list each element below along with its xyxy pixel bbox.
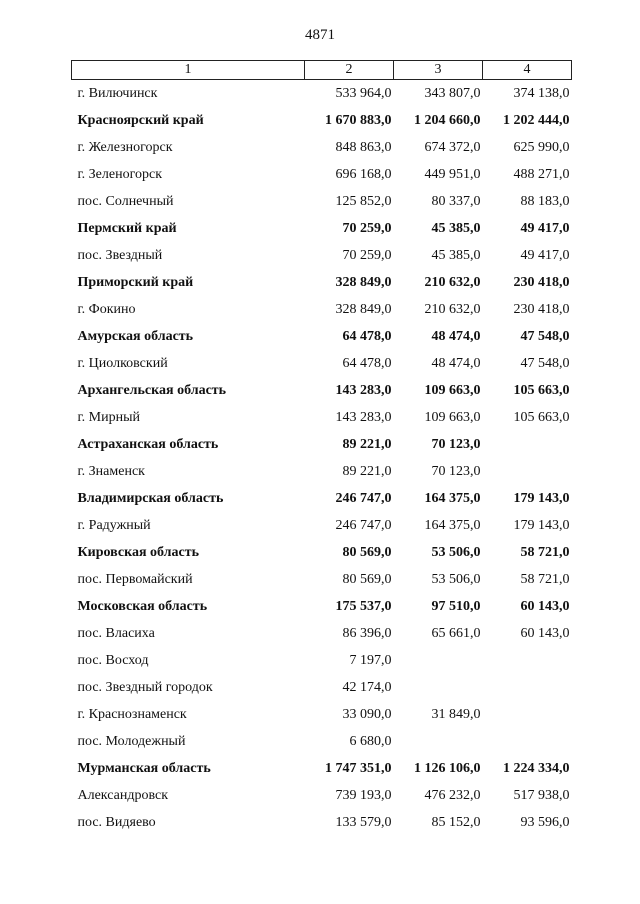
row-name-cell: пос. Солнечный: [77, 193, 174, 209]
row-value-col3: 85 152,0: [431, 814, 481, 830]
row-value-col3: 109 663,0: [424, 409, 481, 425]
row-value-col2: 133 579,0: [335, 814, 392, 830]
row-value-col4: 88 183,0: [520, 193, 570, 209]
row-value-col3: 53 506,0: [431, 571, 481, 587]
row-value-col3: 674 372,0: [424, 139, 481, 155]
row-value-col2: 86 396,0: [342, 625, 392, 641]
row-value-col2: 64 478,0: [342, 355, 392, 371]
row-name-cell: Красноярский край: [77, 112, 204, 128]
settlement-row: [72, 701, 572, 728]
row-name-cell: Мурманская область: [77, 760, 211, 776]
row-value-col4: 60 143,0: [520, 625, 570, 641]
row-value-col3: 109 663,0: [424, 382, 481, 398]
row-name-cell: г. Мирный: [77, 409, 140, 425]
row-value-col3: 449 951,0: [424, 166, 481, 182]
row-value-col3: 164 375,0: [424, 490, 481, 506]
row-value-col2: 739 193,0: [335, 787, 392, 803]
row-value-col4: [483, 701, 572, 728]
settlement-row: [72, 566, 572, 593]
row-name-cell: Владимирская область: [77, 490, 224, 506]
row-value-col4: 58 721,0: [520, 571, 570, 587]
row-value-col3: 476 232,0: [424, 787, 481, 803]
budget-table: [71, 60, 572, 836]
row-value-col2: 1 670 883,0: [325, 112, 392, 128]
row-value-col4: 488 271,0: [513, 166, 570, 182]
settlement-row: [72, 350, 572, 377]
row-value-col4: [483, 728, 572, 755]
row-value-col4: 517 938,0: [513, 787, 570, 803]
row-value-col2: 80 569,0: [342, 571, 392, 587]
row-name-cell: пос. Первомайский: [77, 571, 193, 587]
row-name-cell: пос. Власиха: [77, 625, 155, 641]
row-name-cell: пос. Звездный: [77, 247, 163, 263]
row-value-col2: 328 849,0: [335, 274, 392, 290]
row-value-col4: 374 138,0: [513, 85, 570, 101]
row-value-col3: 65 661,0: [431, 625, 481, 641]
settlement-row: [72, 80, 572, 108]
row-value-col2: 33 090,0: [342, 706, 392, 722]
row-value-col3: 48 474,0: [431, 328, 481, 344]
row-value-col4: 58 721,0: [520, 544, 570, 560]
page-number: 4871: [305, 27, 335, 43]
column-header-3: 3: [394, 61, 483, 80]
row-value-col3: [394, 728, 483, 755]
row-value-col3: 97 510,0: [431, 598, 481, 614]
row-name-cell: Архангельская область: [77, 382, 227, 398]
row-value-col2: 7 197,0: [349, 652, 392, 668]
settlement-row: [72, 161, 572, 188]
row-value-col4: 47 548,0: [520, 328, 570, 344]
table-body: [72, 80, 572, 837]
region-row: [72, 107, 572, 134]
row-value-col4: 49 417,0: [520, 220, 570, 236]
row-name-cell: пос. Звездный городок: [77, 679, 213, 695]
row-value-col2: 848 863,0: [335, 139, 392, 155]
settlement-row: [72, 134, 572, 161]
row-name-cell: пос. Восход: [77, 652, 149, 668]
row-value-col3: 53 506,0: [431, 544, 481, 560]
row-value-col4: 625 990,0: [513, 139, 570, 155]
settlement-row: [72, 296, 572, 323]
row-name-cell: г. Зеленогорск: [77, 166, 162, 182]
row-name-cell: г. Циолковский: [77, 355, 168, 371]
region-row: [72, 323, 572, 350]
row-name-cell: г. Радужный: [77, 517, 151, 533]
row-value-col2: 89 221,0: [342, 463, 392, 479]
column-header-1: 1: [72, 61, 305, 80]
row-value-col2: 125 852,0: [335, 193, 392, 209]
settlement-row: [72, 404, 572, 431]
settlement-row: [72, 458, 572, 485]
row-value-col3: 210 632,0: [424, 301, 481, 317]
row-value-col3: 1 204 660,0: [414, 112, 481, 128]
region-row: [72, 377, 572, 404]
row-value-col3: 80 337,0: [431, 193, 481, 209]
settlement-row: [72, 188, 572, 215]
settlement-row: [72, 242, 572, 269]
row-value-col4: 1 224 334,0: [503, 760, 570, 776]
row-name-cell: г. Фокино: [77, 301, 136, 317]
row-name-cell: пос. Видяево: [77, 814, 156, 830]
row-value-col3: 70 123,0: [431, 463, 481, 479]
row-value-col2: 246 747,0: [335, 517, 392, 533]
row-value-col2: 533 964,0: [335, 85, 392, 101]
row-value-col4: 105 663,0: [513, 382, 570, 398]
row-value-col4: [483, 431, 572, 458]
row-value-col4: 105 663,0: [513, 409, 570, 425]
settlement-row: [72, 782, 572, 809]
column-header-2: 2: [305, 61, 394, 80]
row-value-col2: 175 537,0: [335, 598, 392, 614]
row-value-col4: 93 596,0: [520, 814, 570, 830]
table-header: [72, 61, 572, 80]
row-value-col3: 48 474,0: [431, 355, 481, 371]
region-row: [72, 431, 572, 458]
row-name-cell: Московская область: [77, 598, 208, 614]
settlement-row: [72, 647, 572, 674]
row-value-col2: 143 283,0: [335, 409, 392, 425]
region-row: [72, 593, 572, 620]
row-name-cell: Александровск: [77, 787, 169, 803]
row-value-col2: 696 168,0: [335, 166, 392, 182]
row-value-col2: 64 478,0: [342, 328, 392, 344]
row-value-col4: [483, 647, 572, 674]
row-name-cell: Амурская область: [77, 328, 194, 344]
region-row: [72, 539, 572, 566]
settlement-row: [72, 620, 572, 647]
row-value-col3: 31 849,0: [431, 706, 481, 722]
row-name-cell: г. Железногорск: [77, 139, 173, 155]
settlement-row: [72, 809, 572, 836]
row-value-col2: 1 747 351,0: [325, 760, 392, 776]
row-name-cell: г. Знаменск: [77, 463, 145, 479]
row-value-col4: 179 143,0: [513, 490, 570, 506]
row-value-col4: [483, 458, 572, 485]
row-name-cell: Приморский край: [77, 274, 194, 290]
row-value-col3: [394, 647, 483, 674]
row-value-col3: [394, 674, 483, 701]
row-value-col4: 49 417,0: [520, 247, 570, 263]
row-value-col4: [483, 674, 572, 701]
settlement-row: [72, 512, 572, 539]
row-value-col2: 328 849,0: [335, 301, 392, 317]
row-value-col3: 45 385,0: [431, 247, 481, 263]
row-value-col2: 70 259,0: [342, 247, 392, 263]
row-value-col2: 246 747,0: [335, 490, 392, 506]
column-header-4: 4: [483, 61, 572, 80]
settlement-row: [72, 674, 572, 701]
row-value-col4: 230 418,0: [513, 301, 570, 317]
row-value-col2: 42 174,0: [342, 679, 392, 695]
row-name-cell: г. Краснознаменск: [77, 706, 187, 722]
row-value-col2: 70 259,0: [342, 220, 392, 236]
region-row: [72, 269, 572, 296]
header-row: [72, 61, 572, 80]
settlement-row: [72, 728, 572, 755]
row-name-cell: Пермский край: [77, 220, 177, 236]
row-value-col2: 143 283,0: [335, 382, 392, 398]
row-value-col4: 1 202 444,0: [503, 112, 570, 128]
row-value-col4: 230 418,0: [513, 274, 570, 290]
row-value-col2: 89 221,0: [342, 436, 392, 452]
row-value-col4: 60 143,0: [520, 598, 570, 614]
region-row: [72, 215, 572, 242]
region-row: [72, 485, 572, 512]
row-name-cell: Астраханская область: [77, 436, 219, 452]
row-name-cell: Кировская область: [77, 544, 200, 560]
row-value-col4: 47 548,0: [520, 355, 570, 371]
row-value-col3: 343 807,0: [424, 85, 481, 101]
region-row: [72, 755, 572, 782]
row-value-col3: 164 375,0: [424, 517, 481, 533]
row-value-col2: 6 680,0: [349, 733, 392, 749]
row-value-col3: 1 126 106,0: [414, 760, 481, 776]
row-name-cell: г. Вилючинск: [77, 85, 158, 101]
row-value-col2: 80 569,0: [342, 544, 392, 560]
row-value-col3: 70 123,0: [431, 436, 481, 452]
row-name-cell: пос. Молодежный: [77, 733, 186, 749]
row-value-col3: 210 632,0: [424, 274, 481, 290]
row-value-col3: 45 385,0: [431, 220, 481, 236]
row-value-col4: 179 143,0: [513, 517, 570, 533]
